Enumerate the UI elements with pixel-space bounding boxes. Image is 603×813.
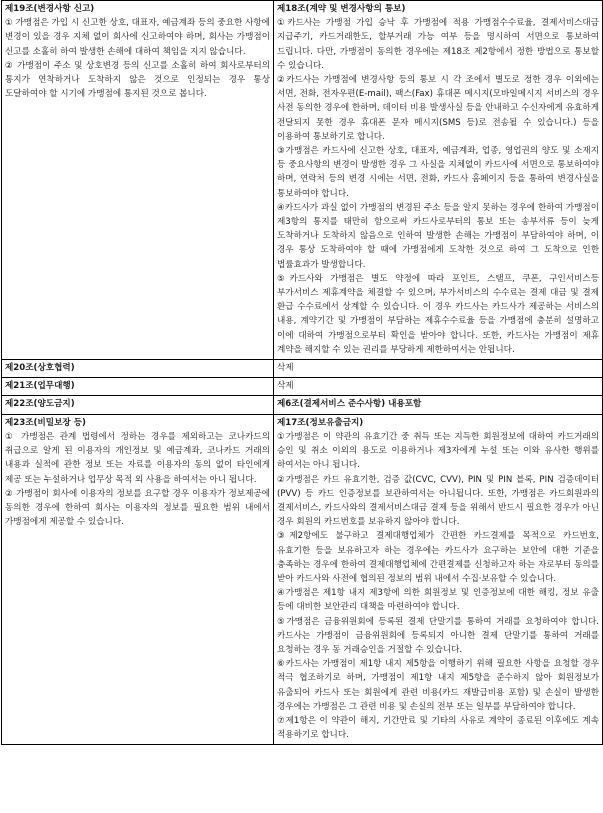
right-cell (274, 1, 603, 360)
article-title: 제23조(비밀보장 등) (5, 417, 86, 428)
article-clause: ③제2항에도 불구하고 결제대행업체가 간편한 카드결제를 목적으로 카드번호, 유효기한 등을 보유하고자 하는 경우에는 카드사가 요구하는 보안에 대한 기준을 충족하는 경우에 한하여 결제대행업체에 간편결제를 신청하고자 하는 자로부터 동의를 받아 카드사와 사전에 협의된 정보의 범위 내에서 수집·보유할 수 있습니다. (277, 531, 599, 584)
table-row (2, 396, 603, 414)
article-clause: ⑦제1항은 이 약관이 해지, 기간만료 및 기타의 사유로 계약이 종료된 이후에도 계속 적용하기로 합니다. (277, 715, 599, 741)
table-row (2, 360, 603, 378)
table-row (2, 414, 603, 745)
left-cell (2, 1, 274, 360)
article-clause: ⑤카드사와 가맹점은 별도 약정에 따라 포인트, 스탬프, 쿠폰, 구인서비스등 부가서비스 제휴계약을 체결할 수 있으며, 부가서비스의 수수료는 결제 대금 및 결제 환급 수수료에서 상계할 수 있습니다. 이 경우 카드사는 카드사가 제공하는 서비스의 내용, 계약기간 및 가맹점이 부담하는 제휴수수료율 등을 가맹점에 충분히 설명하고 이에 대하여 가맹점으로부터 확인을 받아야 합니다. 또한, 카드사는 가맹점이 제휴 계약을 해지할 수 있는 권리를 부당하게 제한하여서는 안됩니다. (277, 273, 599, 355)
article-clause: ①카드사는 가맹점 가입 승낙 후 가맹점에 적용 가맹점수수료율, 결제서비스대금 지급주기, 카드거래한도, 할부거래 가능 여부 등을 명시하여 서면으로 통보하여 드립니다. 다만, 가맹점이 동의한 경우에는 제18조 제2항에서 정한 방법으로 통보할 수 있습니다. (277, 18, 599, 71)
terms-comparison-table (1, 0, 603, 745)
article-clause: ③가맹점은 카드사에 신고한 상호, 대표자, 예금계좌, 업종, 영업권의 양도 및 소재지 등 중요사항의 변경이 발생한 경우 그 사실을 지체없이 카드사에 서면으로 통보하여야 하며, 연락처 등의 변경 시에는 서면, 전화, 카드사 홈페이지 등을 통하여 변경사실을 통보하여야 합니다. (277, 146, 599, 199)
article-title: 제6조(결제서비스 준수사항) 내용포함 (277, 399, 422, 410)
right-cell (274, 360, 603, 378)
left-cell (2, 396, 274, 414)
right-cell (274, 396, 603, 414)
article-clause: 삭제 (277, 381, 294, 392)
article-clause: ④카드사가 과실 없이 가맹점의 변경된 주소 등을 알지 못하는 경우에 한하여 가맹점이 제3항의 통지를 태만히 함으로써 카드사로부터의 통보 또는 송부서류 등이 늦게 도착하거나 도착하지 않음으로 인하여 발생한 손해는 가맹점이 부담하여야 하며, 이 경우 통상 도착하여야 할 때에 가맹점에게 도착한 것으로 하여 그 도착으로 인한 법률효과가 발생합니다. (277, 202, 599, 270)
article-clause: 삭제 (277, 363, 294, 374)
article-title: 제18조(계약 및 변경사항의 통보) (277, 4, 406, 14)
right-cell (274, 414, 603, 745)
table-row (2, 1, 603, 360)
article-title: 제19조(변경사항 신고) (5, 4, 95, 14)
article-clause: ④가맹점은 제1항 내지 제3항에 의한 회원정보 및 인증정보에 대한 해킹, 정보 유출 등에 대비한 보안관리 대책을 마련하여야 합니다. (277, 588, 599, 613)
article-clause: ⑥카드사는 가맹점이 제1항 내지 제5항을 이행하기 위해 필요한 사항을 요청할 경우 적극 협조하기로 하며, 가맹점이 제1항 내지 제5항을 준수하지 않아 회원정보가 유출되어 카드사 또는 회원에게 관련 비용(카드 재발급비용 포함) 및 손실이 발생한 경우에는 가맹점은 그 관련 비용 및 손실의 전부 또는 일부를 부담하여야 합니다. (277, 659, 599, 712)
article-clause: ②가맹점은 카드 유효기한, 검증 값(CVC, CVV), PIN 및 PIN 블록, PIN 검증데이터(PVV) 등 카드 인증정보를 보관하여서는 아니됩니다. 또한, 가맹점은 카드회원과의 결제서비스, 카드사와의 결제서비스대금 결제 등을 위해서 반드시 필요한 경우가 아닌 경우 회원의 카드번호를 보유하지 않아야 합니다. (277, 474, 599, 528)
left-cell (2, 378, 274, 396)
article-clause: ⑤가맹점은 금융위원회에 등록된 결제 단말기를 통하여 거래를 요청하여야 합니다. 카드사는 가맹점이 금융위원회에 등록되지 아니한 결제 단말기를 통하여 거래를 요청하는 경우 동 거래승인을 거절할 수 있습니다. (277, 616, 599, 655)
article-title: 제20조(상호협력) (5, 363, 75, 374)
article-clause: ① 가맹점은 관계 법령에서 정하는 경우를 제외하고는 코나카드의 취급으로 알게 된 이용자의 개인정보 및 예금계좌, 코나카드 거래의 내용과 실적에 관한 정보 또는 자료를 이용자의 동의 없이 타인에게 제공 또는 누설하거나 업무상 목적 외 사용을 하여서는 아니 됩니다. (5, 431, 270, 485)
right-cell (274, 378, 603, 396)
left-cell (2, 414, 274, 745)
article-title: 제21조(업무대행) (5, 381, 75, 392)
table-row (2, 378, 603, 396)
article-clause: ② 가맹점이 회사에 이용자의 정보를 요구할 경우 이용자가 정보제공에 동의한 경우에 한하여 회사는 이용자의 정보를 필요한 범위 내에서 가맹점에게 제공할 수 있습니다. (5, 488, 270, 528)
table-body (2, 1, 603, 745)
article-clause: ① 가맹점은 가입 시 신고한 상호, 대표자, 예금계좌 등의 중요한 사항에 변경이 있을 경우 지체 없이 회사에 신고하여야 하며, 회사는 가맹점이 신고를 소홀히 하여 발생한 손해에 대하여 책임을 지지 않습니다. (5, 18, 270, 57)
article-clause: ②카드사는 가맹점에 변경사항 등의 통보 시 각 조에서 별도로 정한 경우 이외에는 서면, 전화, 전자우편(E-mail), 팩스(Fax) 휴대폰 메시지(모바일메시지 서비스의 경우 사전 동의한 경우에 한하며, 데이터 비용 발생사실 등을 안내하고 수신자에게 유효하게 전달되지 못한 경우 휴대폰 문자 메시지(SMS 등)로 전송될 수 있습니다.) 등을 이용하여 통보하기로 합니다. (277, 75, 599, 142)
article-clause: ①가맹점은 이 약관의 유효기간 중 취득 또는 지득한 회원정보에 대하여 카드거래의 승인 및 취소 이외의 용도로 이용하거나 제3자에게 누설 또는 이와 유사한 행위를 하여서는 아니 됩니다. (277, 431, 599, 471)
article-title: 제17조(정보유출금지) (277, 417, 364, 428)
article-title: 제22조(양도금지) (5, 399, 75, 410)
article-clause: ② 가맹점이 주소 및 상호변경 등의 신고를 소홀히 하여 회사로부터의 통지가 연착하거나 도착하지 않은 것으로 인정되는 경우 통상 도달하여야 할 시기에 가맹점에 통지된 것으로 봅니다. (5, 60, 270, 100)
left-cell (2, 360, 274, 378)
